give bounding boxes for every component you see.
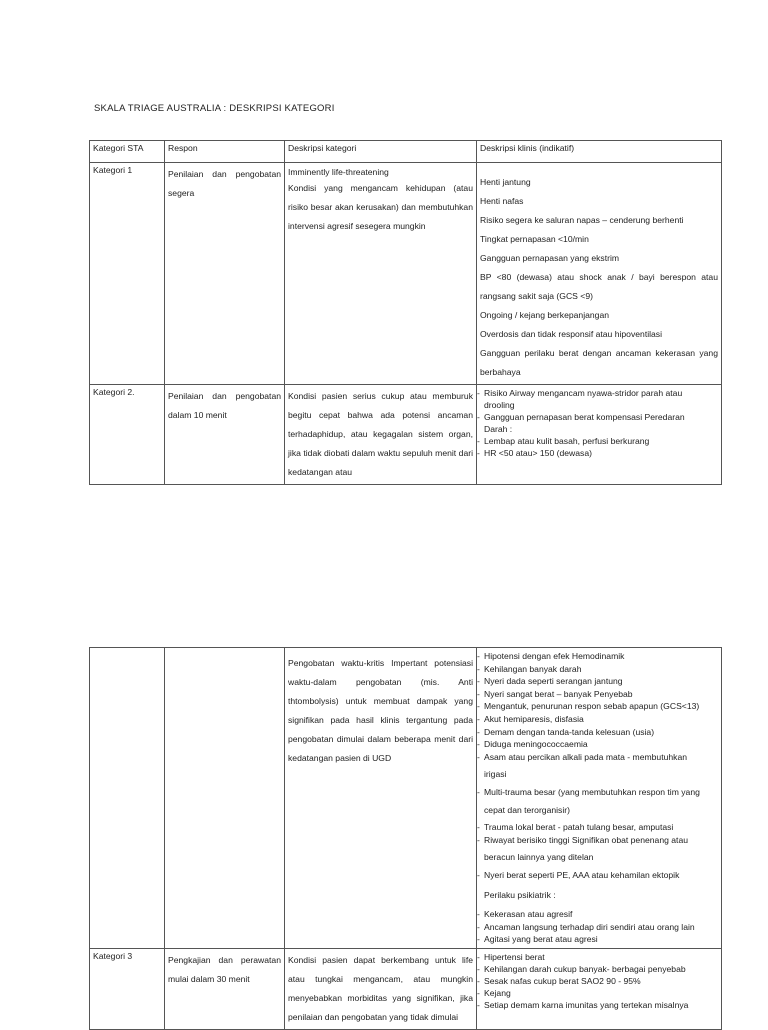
header-kategori: Kategori STA (90, 141, 165, 163)
list-item: - Asam atau percikan alkali pada mata - membutuhkan (484, 751, 718, 764)
deskripsi-kategori-cell (285, 163, 477, 385)
table-header-row (90, 141, 722, 163)
header-respon: Respon (165, 141, 285, 163)
list-item: Henti nafas (480, 196, 524, 206)
deskripsi-klinis-cell (477, 163, 722, 385)
kategori-cell: Kategori 1 (90, 163, 165, 385)
list-item: Henti jantung (480, 177, 531, 187)
table-row-kategori-3 (90, 948, 722, 1029)
header-deskripsi-klinis: Deskripsi klinis (indikatif) (477, 141, 722, 163)
list-item: - Gangguan pernapasan berat kompensasi Peredaran (484, 411, 718, 423)
header-deskripsi-kategori: Deskripsi kategori (285, 141, 477, 163)
list-item: - Akut hemiparesis, disfasia (484, 713, 718, 726)
list-item: - Multi-trauma besar (yang membutuhkan respon tim yang (484, 786, 718, 799)
document-title: SKALA TRIAGE AUSTRALIA : DESKRIPSI KATEGORI (94, 103, 335, 114)
table-row-kategori-1 (90, 163, 722, 385)
list-item: - Nyeri sangat berat – banyak Penyebab (484, 688, 718, 701)
deskripsi-kategori-cell: Pengobatan waktu-kritis Impertant potensiasi waktu-dalam pengobatan (mis. Anti thtombolysis) untuk membuat dampak yang signifikan pada hasil klinis tergantung pada pengobatan dimulai dalam beberapa menit dari kedatangan pasien di UGD (285, 648, 477, 949)
respon-cell: Penilaian dan pengobatan dalam 10 menit (165, 385, 285, 485)
list-item: beracun lainnya yang ditelan (484, 852, 594, 863)
list-item: - Kehilangan darah cukup banyak- berbagai penyebab (484, 963, 718, 975)
deskripsi-kategori-cell: Kondisi pasien serius cukup atau memburuk begitu cepat bahwa ada potensi ancaman terhadaphidup, atau kegagalan sistem organ, jika tidak diobati dalam waktu sepuluh menit dari kedatangan atau (285, 385, 477, 485)
kategori-cell: Kategori 3 (90, 948, 165, 1029)
list-item: irigasi (484, 769, 507, 780)
list-item: - Kehilangan banyak darah (484, 663, 718, 676)
respon-cell-empty (165, 648, 285, 949)
table-row-continued (90, 648, 722, 949)
list-item: - Trauma lokal berat - patah tulang besar, amputasi (484, 821, 718, 834)
kategori-cell: Kategori 2. (90, 385, 165, 485)
deskripsi-klinis-cell (477, 648, 722, 949)
list-item: drooling (484, 400, 515, 410)
list-item: - Demam dengan tanda-tanda kelesuan (usia) (484, 726, 718, 739)
triage-table-part-2 (89, 647, 722, 1030)
list-item: - HR <50 atau> 150 (dewasa) (484, 447, 718, 459)
list-item: - Agitasi yang berat atau agresi (484, 933, 718, 946)
list-item: - Hipotensi dengan efek Hemodinamik (484, 650, 718, 663)
table-row-kategori-2 (90, 385, 722, 485)
respon-cell: Pengkajian dan perawatan mulai dalam 30 menit (165, 948, 285, 1029)
list-item: Overdosis dan tidak responsif atau hipoventilasi (480, 329, 663, 339)
list-item: - Ancaman langsung terhadap diri sendiri atau orang lain (484, 921, 718, 934)
list-item: - Kekerasan atau agresif (484, 908, 718, 921)
list-item: BP <80 (dewasa) atau shock anak / bayi berespon atau rangsang sakit saja (GCS <9) (480, 272, 718, 301)
list-item: - Riwayat berisiko tinggi Signifikan obat penenang atau (484, 834, 718, 847)
list-item: - Nyeri dada seperti serangan jantung (484, 675, 718, 688)
list-item: - Setiap demam karna imunitas yang tertekan misalnya (484, 999, 718, 1011)
list-item: Tingkat pernapasan <10/min (480, 234, 589, 244)
kategori-cell-empty (90, 648, 165, 949)
deskripsi-klinis-cell (477, 948, 722, 1029)
list-item: - Lembap atau kulit basah, perfusi berkurang (484, 435, 718, 447)
list-item: Gangguan pernapasan yang ekstrim (480, 253, 620, 263)
respon-cell: Penilaian dan pengobatan segera (165, 163, 285, 385)
list-item: Risiko segera ke saluran napas – cenderung berhenti (480, 215, 684, 225)
list-item: Gangguan perilaku berat dengan ancaman kekerasan yang berbahaya (480, 348, 718, 377)
list-item: Ongoing / kejang berkepanjangan (480, 310, 610, 320)
list-item: - Nyeri berat seperti PE, AAA atau kehamilan ektopik (484, 869, 718, 882)
deskripsi-body: Kondisi yang mengancam kehidupan (atau risiko besar akan kerusakan) dan membutuhkan intervensi agresif sesegera mungkin (288, 183, 473, 231)
list-item: Perilaku psikiatrik : (484, 889, 556, 900)
list-item: - Hipertensi berat (484, 951, 718, 963)
deskripsi-kategori-cell: Kondisi pasien dapat berkembang untuk life atau tungkai mengancam, atau mungkin menyebabkan morbiditas yang signifikan, jika penilaian dan pengobatan yang tidak dimulai (285, 948, 477, 1029)
list-item: - Risiko Airway mengancam nyawa-stridor parah atau (484, 387, 718, 399)
deskripsi-heading: Imminently life-threatening (288, 167, 389, 177)
triage-table-part-1 (89, 140, 722, 485)
list-item: - Kejang (484, 987, 718, 999)
list-item: cepat dan terorganisir) (484, 804, 570, 815)
list-item: - Mengantuk, penurunan respon sebab apapun (GCS<13) (484, 700, 718, 713)
list-item: Darah : (484, 424, 513, 434)
list-item: - Diduga meningococcaemia (484, 738, 718, 751)
list-item: - Sesak nafas cukup berat SAO2 90 - 95% (484, 975, 718, 987)
deskripsi-klinis-cell (477, 385, 722, 485)
